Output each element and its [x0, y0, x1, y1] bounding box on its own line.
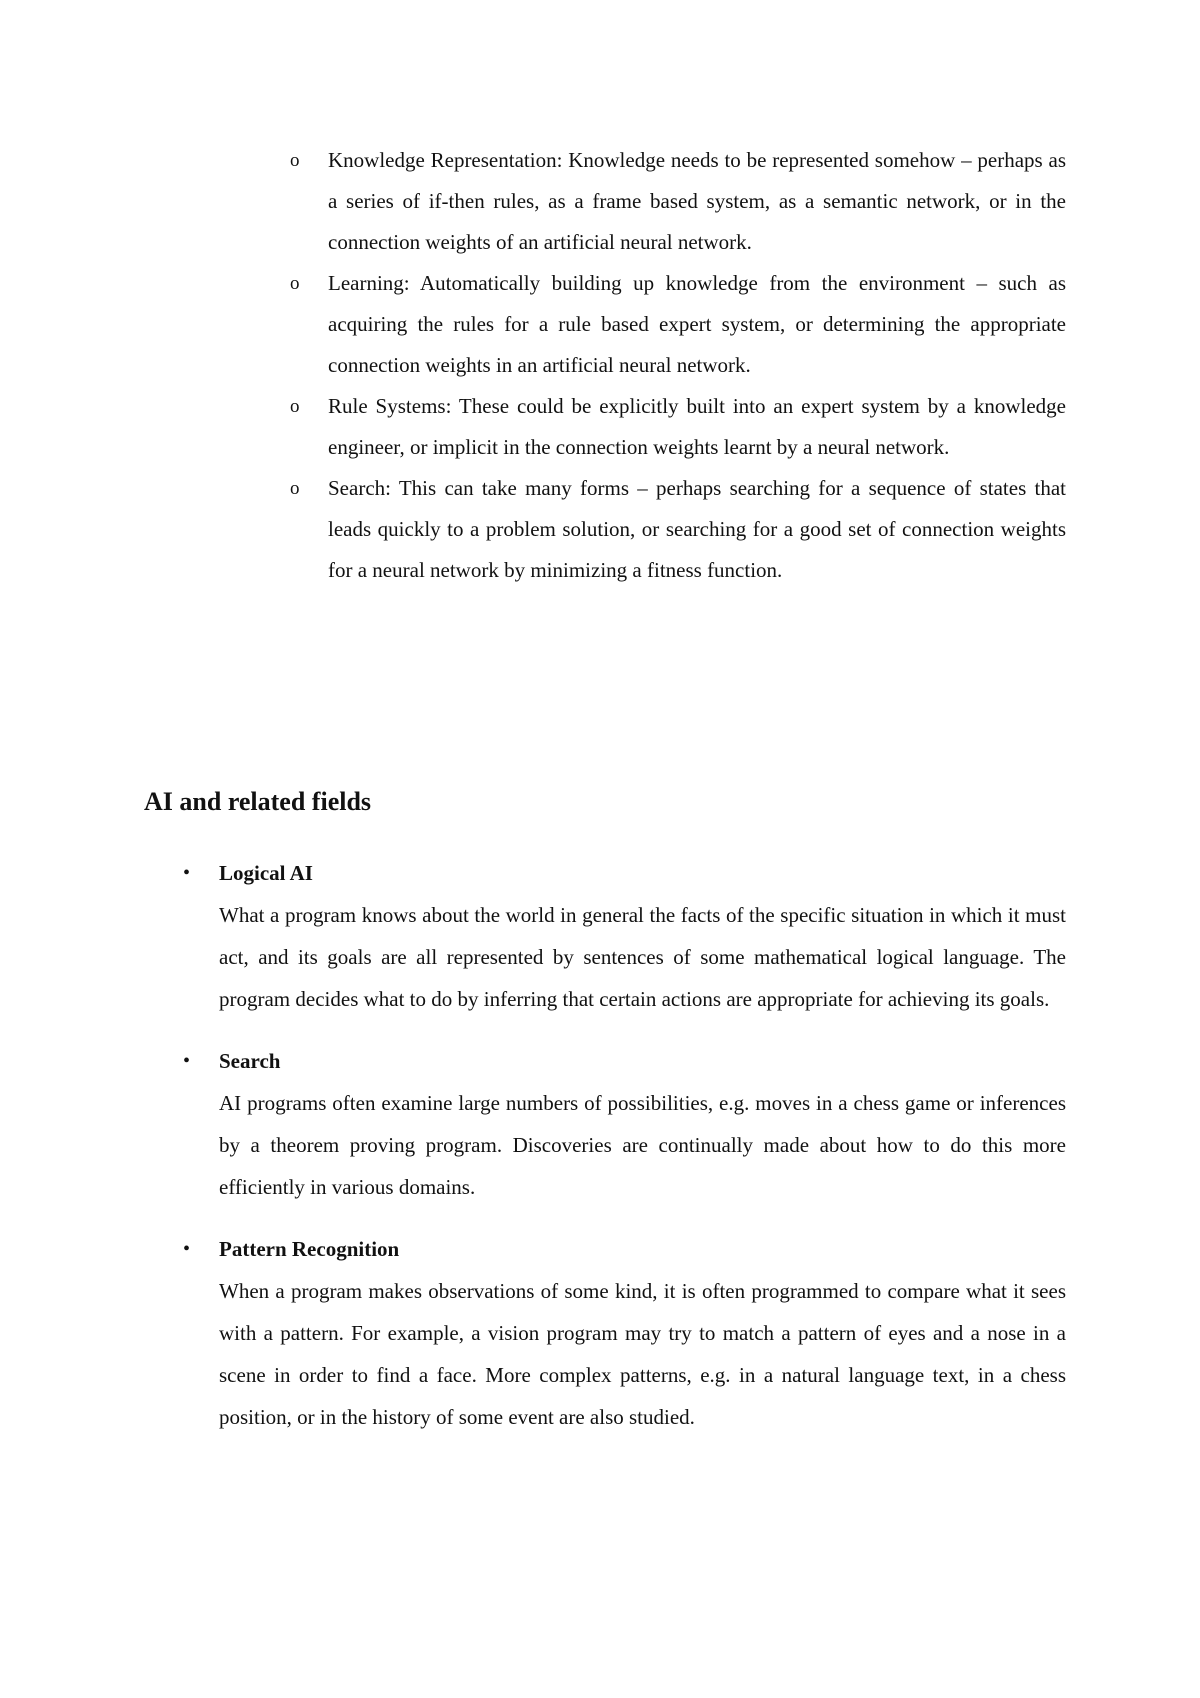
field-description: AI programs often examine large numbers of possibilities, e.g. moves in a chess game or inferences by a theorem proving program. Discoveries are continually made about how to do this more efficiently in various domains.	[219, 1091, 1066, 1199]
bullet-icon: •	[183, 862, 191, 884]
circle-bullet-icon: o	[290, 273, 300, 294]
sublist-item-search	[290, 468, 1066, 591]
field-title: Logical AI	[219, 861, 313, 885]
field-description: When a program makes observations of some kind, it is often programmed to compare what it sees with a pattern. For example, a vision program may try to match a pattern of eyes and a nose in a scene in order to find a face. More complex patterns, e.g. in a natural language text, in a chess position, or in the history of some event are also studied.	[219, 1279, 1066, 1429]
circle-bullet-icon: o	[290, 396, 300, 417]
ai-components-sublist	[290, 140, 1066, 591]
sublist-item-text: Search: This can take many forms – perhaps searching for a sequence of states that leads quickly to a problem solution, or searching for a good set of connection weights for a neural network by minimizing a fitness function.	[328, 476, 1066, 582]
sublist-item-knowledge-representation	[290, 140, 1066, 263]
sublist-item-learning	[290, 263, 1066, 386]
circle-bullet-icon: o	[290, 150, 300, 171]
field-description: What a program knows about the world in general the facts of the specific situation in which it must act, and its goals are all represented by sentences of some mathematical logical language. The program decides what to do by inferring that certain actions are appropriate for achieving its goals.	[219, 903, 1066, 1011]
section-heading: AI and related fields	[144, 787, 372, 816]
field-title: Search	[219, 1049, 281, 1073]
bullet-icon: •	[183, 1238, 191, 1260]
field-item-pattern-recognition	[180, 1228, 1066, 1438]
field-title: Pattern Recognition	[219, 1237, 400, 1261]
field-item-logical-ai	[180, 852, 1066, 1020]
sublist-item-text: Rule Systems: These could be explicitly built into an expert system by a knowledge engineer, or implicit in the connection weights learnt by a neural network.	[328, 394, 1066, 459]
sublist-item-rule-systems	[290, 386, 1066, 468]
sublist-item-text: Learning: Automatically building up knowledge from the environment – such as acquiring the rules for a rule based expert system, or determining the appropriate connection weights in an artificial neural network.	[328, 271, 1066, 377]
field-item-search	[180, 1040, 1066, 1208]
related-fields-list	[180, 852, 1066, 1458]
circle-bullet-icon: o	[290, 478, 300, 499]
bullet-icon: •	[183, 1050, 191, 1072]
sublist-item-text: Knowledge Representation: Knowledge needs to be represented somehow – perhaps as a series of if-then rules, as a frame based system, as a semantic network, or in the connection weights of an artificial neural network.	[328, 148, 1066, 254]
